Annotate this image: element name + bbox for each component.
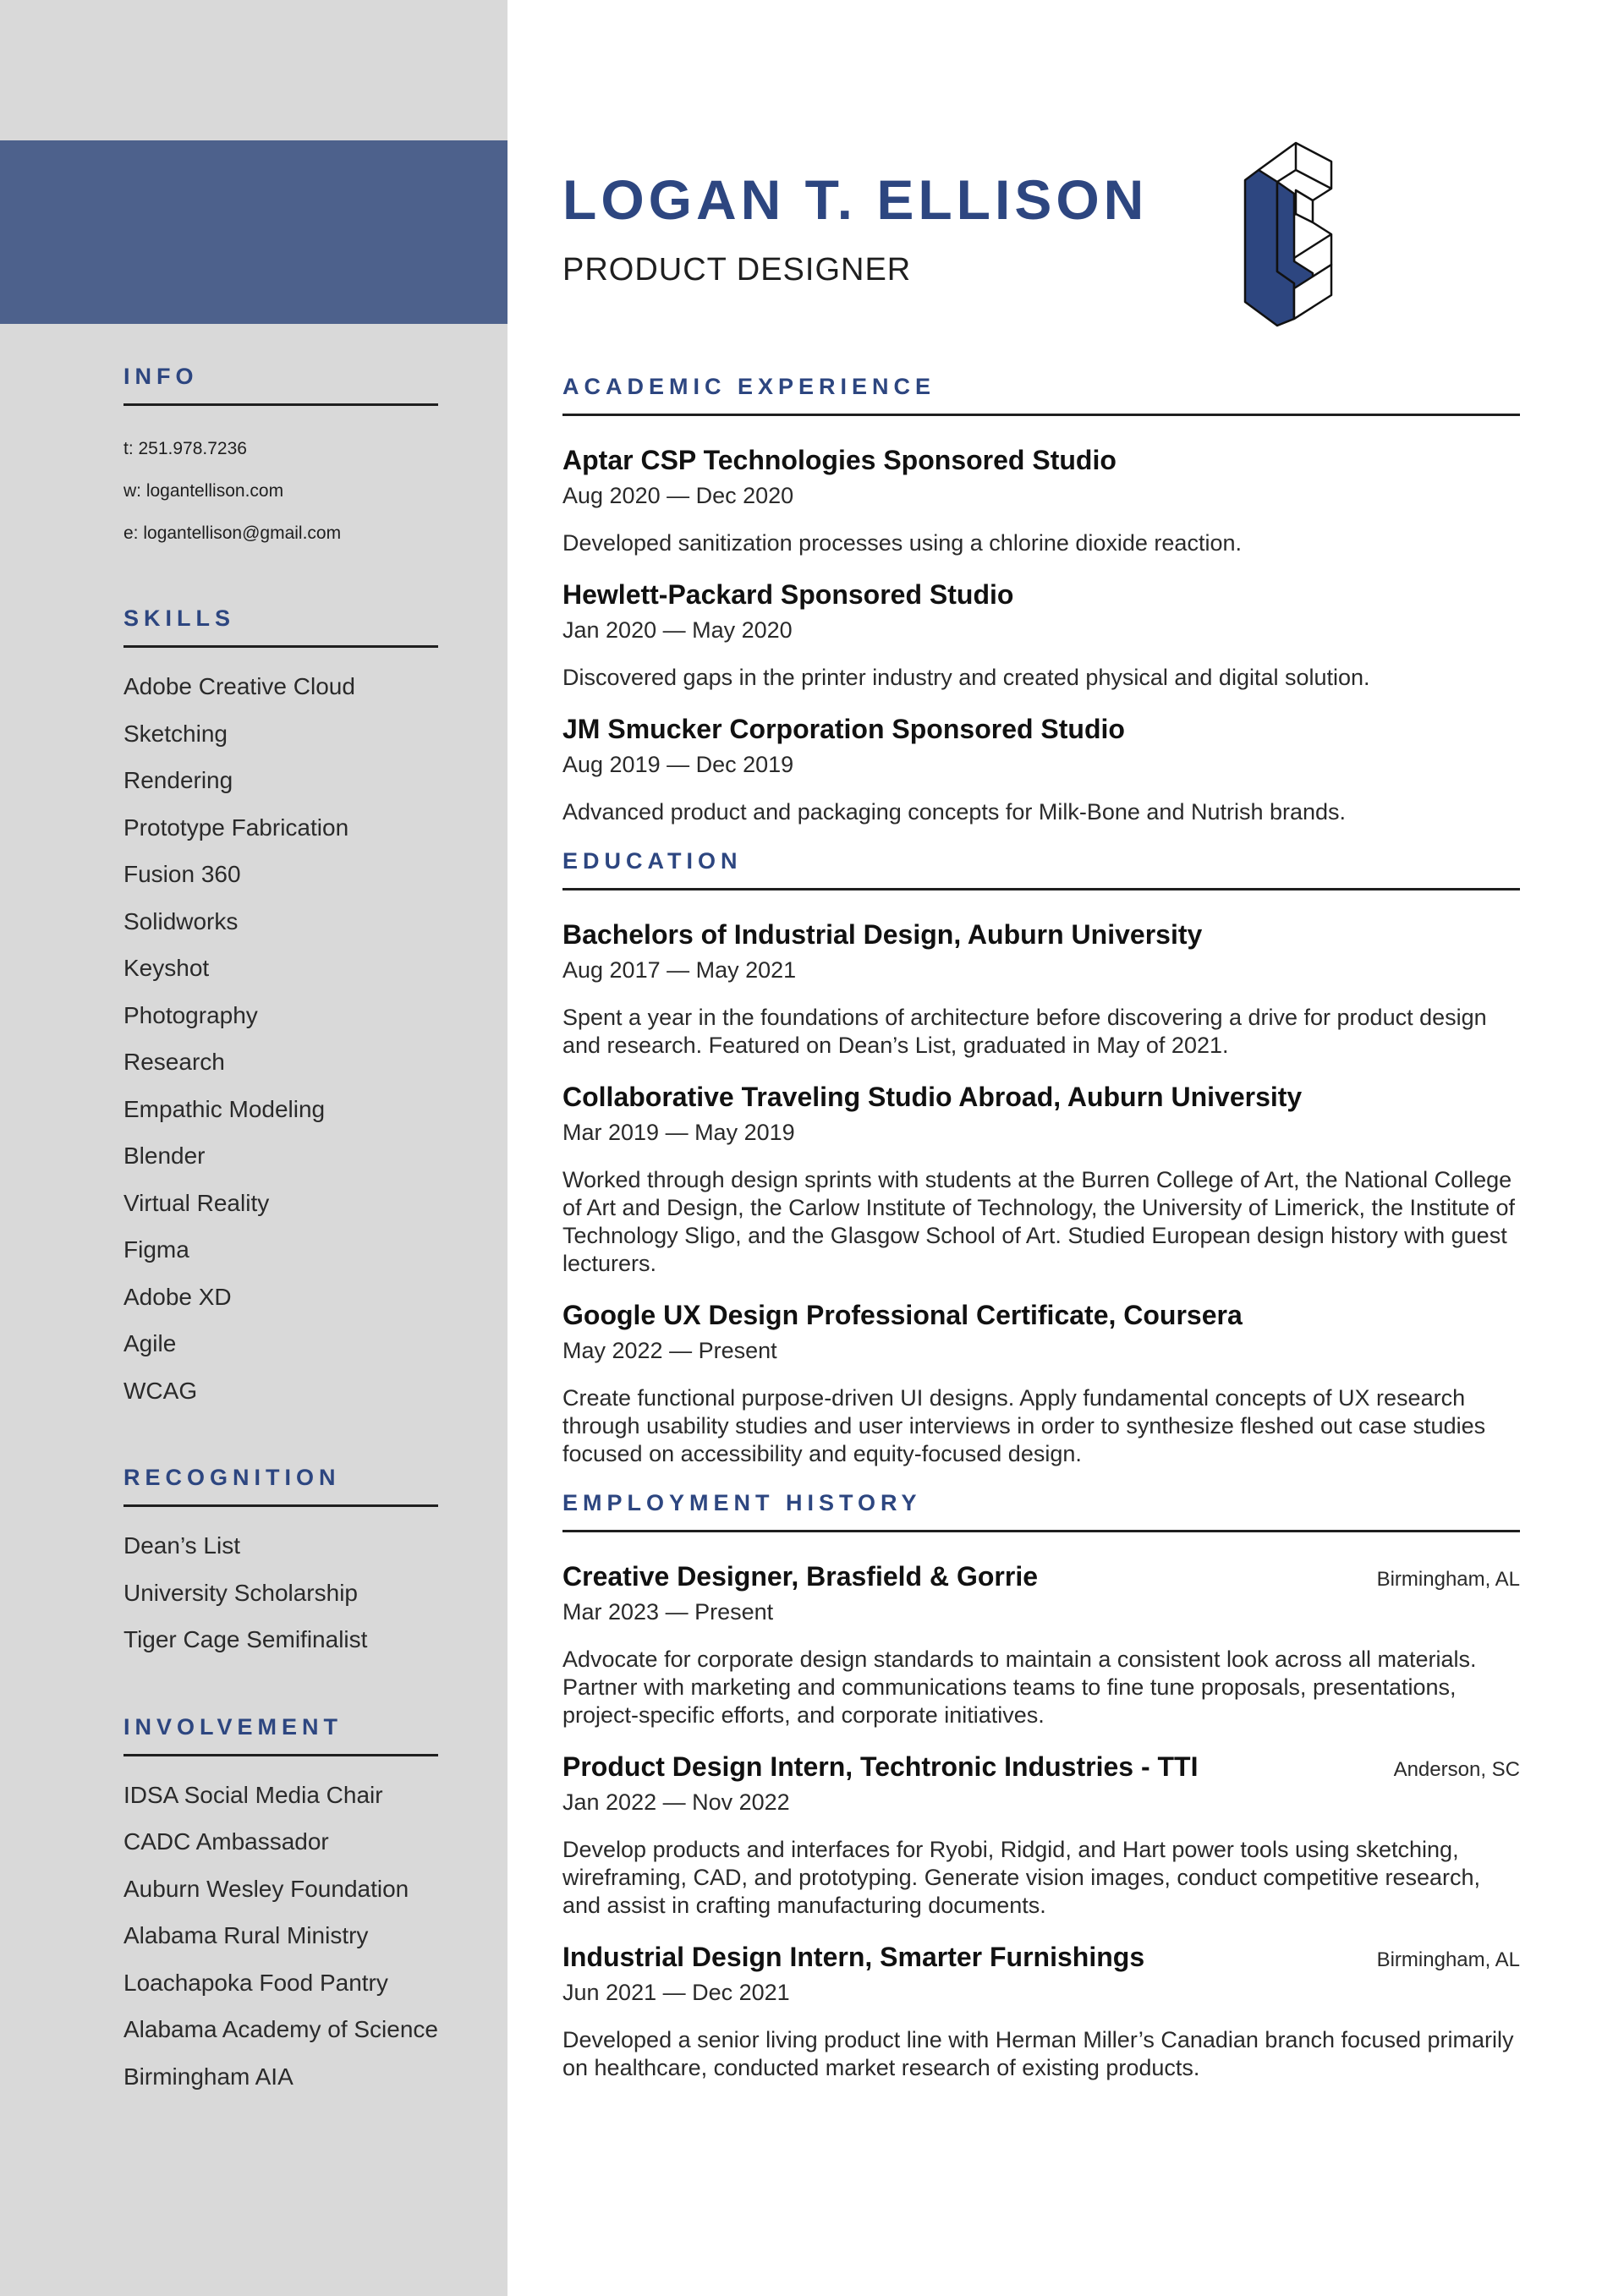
entry-title: Google UX Design Professional Certificate, Coursera <box>562 1300 1243 1330</box>
phone-text: t: 251.978.7236 <box>123 439 247 458</box>
entry-title: Product Design Intern, Techtronic Industries - TTI <box>562 1751 1199 1782</box>
email-text: e: logantellison@gmail.com <box>123 523 342 543</box>
entry-header-row <box>562 1938 1520 1975</box>
employment-section <box>562 1490 1520 2082</box>
employment-entry <box>562 1748 1520 1920</box>
entry-date: Aug 2017 — May 2021 <box>562 957 797 983</box>
entry-location: Birmingham, AL <box>1376 1948 1520 1971</box>
skills-section <box>123 606 453 1414</box>
entry-title: Creative Designer, Brasfield & Gorrie <box>562 1561 1038 1592</box>
involvement-item: Birmingham AIA <box>123 2063 294 2090</box>
recognition-item: University Scholarship <box>123 1579 358 1606</box>
employment-heading: EMPLOYMENT HISTORY <box>562 1490 1520 1532</box>
entry-description: Spent a year in the foundations of architecture before discovering a drive for product design and research. Featured on Dean’s List, graduated in May of 2021. <box>562 1005 1487 1058</box>
entry-title: Bachelors of Industrial Design, Auburn University <box>562 919 1203 950</box>
entry-description: Developed a senior living product line with Herman Miller’s Canadian branch focused primarily on healthcare, conducted market research of existing products. <box>562 2027 1514 2080</box>
candidate-name: LOGAN T. ELLISON <box>562 168 1149 231</box>
entry-description: Develop products and interfaces for Ryobi, Ridgid, and Hart power tools using sketching, wireframing, CAD, and prototyping. Generate vision images, conduct competitive research, and assist in crafting manufacturing documents. <box>562 1837 1481 1918</box>
entry-header-row <box>562 1558 1520 1595</box>
skill-item: Figma <box>123 1236 189 1263</box>
involvement-heading: INVOLVEMENT <box>123 1714 438 1756</box>
education-entry <box>562 1078 1520 1278</box>
academic-entry <box>562 710 1520 826</box>
entry-date: Jun 2021 — Dec 2021 <box>562 1980 790 2005</box>
entry-title: Aptar CSP Technologies Sponsored Studio <box>562 445 1116 475</box>
entry-description: Advanced product and packaging concepts for Milk-Bone and Nutrish brands. <box>562 799 1347 825</box>
academic-heading: ACADEMIC EXPERIENCE <box>562 374 1520 416</box>
education-entry <box>562 916 1520 1060</box>
info-section <box>123 364 453 555</box>
academic-section <box>562 374 1520 826</box>
entry-location: Anderson, SC <box>1393 1758 1520 1781</box>
entry-description: Create functional purpose-driven UI designs. Apply fundamental concepts of UX research through usability studies and user interviews in order to synthesize fleshed out case studies focused on accessibility and equity-focused design. <box>562 1385 1486 1466</box>
education-heading: EDUCATION <box>562 848 1520 890</box>
main-sections <box>562 374 1520 2104</box>
recognition-list <box>123 1522 453 1663</box>
skill-item: Sketching <box>123 720 228 747</box>
education-entry <box>562 1296 1520 1468</box>
involvement-item: IDSA Social Media Chair <box>123 1781 383 1808</box>
skills-heading: SKILLS <box>123 606 438 648</box>
entry-title: Industrial Design Intern, Smarter Furnishings <box>562 1942 1145 1972</box>
entry-date: Jan 2020 — May 2020 <box>562 617 793 643</box>
entry-title: JM Smucker Corporation Sponsored Studio <box>562 714 1125 744</box>
skill-item: Prototype Fabrication <box>123 814 349 841</box>
academic-entry <box>562 576 1520 692</box>
candidate-title: PRODUCT DESIGNER <box>562 252 912 288</box>
entry-description: Advocate for corporate design standards to maintain a consistent look across all materials. Partner with marketing and communications teams to fine tune proposals, presentations, project-specific efforts, and corporate initiatives. <box>562 1647 1477 1728</box>
skill-item: Blender <box>123 1143 206 1169</box>
skill-item: Fusion 360 <box>123 861 241 887</box>
skill-item: Adobe Creative Cloud <box>123 673 355 699</box>
employment-entry <box>562 1558 1520 1729</box>
entry-description: Worked through design sprints with students at the Burren College of Art, the National College of Art and Design, the Carlow Institute of Technology, the University of Limerick, the Institute of Technology Sligo, and the Glasgow School of Art. Studied European design history with guest lecturers. <box>562 1167 1516 1276</box>
involvement-section <box>123 1714 453 2101</box>
entry-date: Jan 2022 — Nov 2022 <box>562 1789 790 1815</box>
entry-title: Collaborative Traveling Studio Abroad, Auburn University <box>562 1082 1303 1112</box>
involvement-item: Loachapoka Food Pantry <box>123 1969 388 1996</box>
entry-title: Hewlett-Packard Sponsored Studio <box>562 579 1014 610</box>
skill-item: Keyshot <box>123 955 210 981</box>
info-list <box>123 428 453 555</box>
involvement-list <box>123 1772 453 2101</box>
employment-entry <box>562 1938 1520 2082</box>
entry-description: Discovered gaps in the printer industry and created physical and digital solution. <box>562 665 1370 690</box>
skill-item: Photography <box>123 1001 258 1028</box>
skill-item: Research <box>123 1049 225 1075</box>
entry-header-row <box>562 1748 1520 1785</box>
skill-item: Solidworks <box>123 907 239 934</box>
involvement-item: Alabama Rural Ministry <box>123 1922 369 1948</box>
entry-location: Birmingham, AL <box>1376 1568 1520 1591</box>
academic-entry <box>562 441 1520 557</box>
involvement-item: CADC Ambassador <box>123 1828 329 1855</box>
skills-list <box>123 663 453 1414</box>
entry-date: Mar 2023 — Present <box>562 1599 774 1625</box>
isometric-letter-l-icon <box>1242 138 1341 328</box>
header-band <box>0 140 508 324</box>
skill-item: WCAG <box>123 1377 198 1404</box>
involvement-item: Auburn Wesley Foundation <box>123 1875 409 1902</box>
recognition-item: Tiger Cage Semifinalist <box>123 1626 368 1652</box>
website-text: w: logantellison.com <box>123 481 284 501</box>
skill-item: Virtual Reality <box>123 1189 270 1216</box>
skill-item: Empathic Modeling <box>123 1095 326 1122</box>
involvement-item: Alabama Academy of Science <box>123 2016 438 2042</box>
entry-description: Developed sanitization processes using a chlorine dioxide reaction. <box>562 530 1242 556</box>
recognition-section <box>123 1465 453 1663</box>
skill-item: Adobe XD <box>123 1283 232 1310</box>
recognition-item: Dean’s List <box>123 1532 241 1559</box>
education-section <box>562 848 1520 1468</box>
entry-date: Aug 2020 — Dec 2020 <box>562 483 794 508</box>
entry-date: Aug 2019 — Dec 2019 <box>562 752 794 777</box>
entry-date: Mar 2019 — May 2019 <box>562 1120 795 1145</box>
recognition-heading: RECOGNITION <box>123 1465 438 1507</box>
info-heading: INFO <box>123 364 438 406</box>
sidebar-content <box>123 364 453 2151</box>
skill-item: Agile <box>123 1330 177 1356</box>
entry-date: May 2022 — Present <box>562 1338 777 1363</box>
skill-item: Rendering <box>123 767 233 793</box>
